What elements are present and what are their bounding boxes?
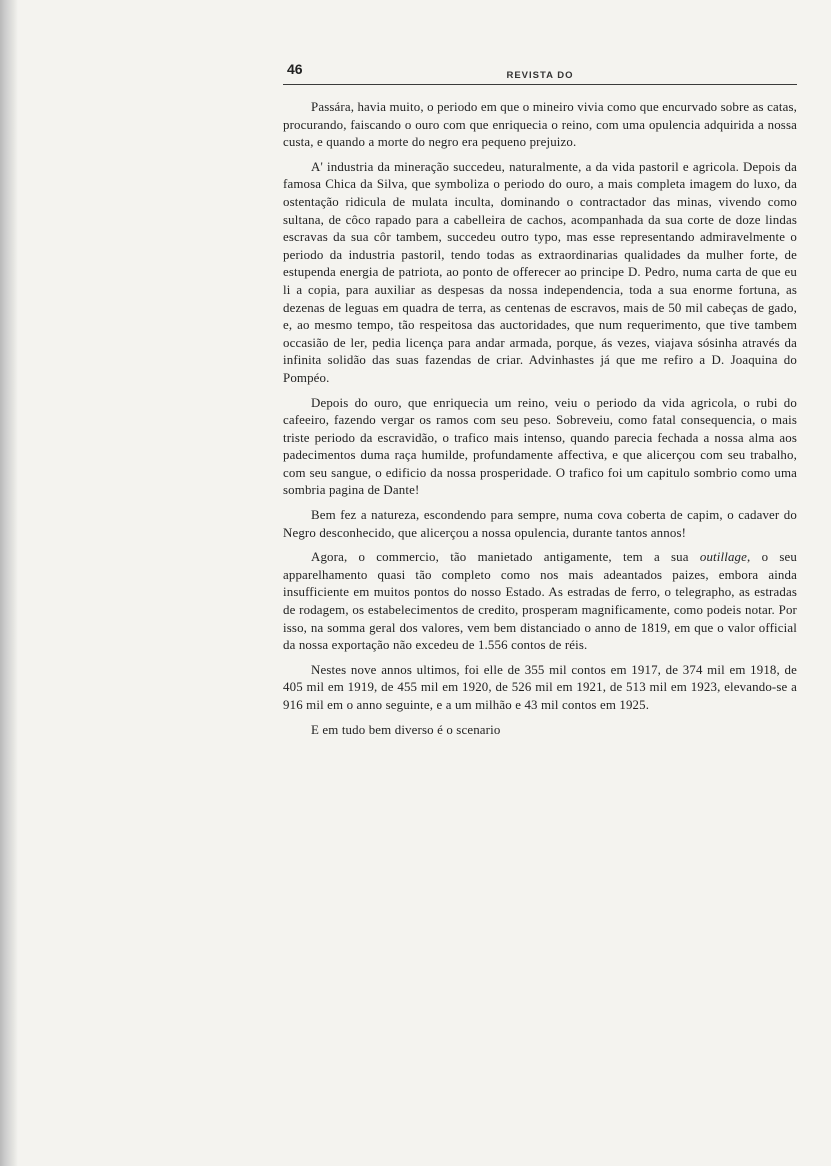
paragraph-5-text-end: , o seu apparelhamento quasi tão completo como nos mais adeantados paizes, embora ainda insufficiente em muitos pontos do nosso Estado. As estradas de ferro, o telegrapho, as estradas de rodagem, os estabelecimentos de credito, prosperam magnificamente, como podeis notar. Por isso, na somma geral dos valores, vem bem distanciado o anno de 1819, em que o valor official da nossa exportação não excedeu de 1.556 contos de réis. — [283, 550, 798, 653]
running-head: REVISTA DO — [506, 70, 574, 81]
paragraph-1 — [283, 99, 797, 152]
paragraph-5-italic-term: outillage — [699, 550, 748, 565]
paragraph-5 — [283, 549, 797, 655]
paragraph-3-text: Depois do ouro, que enriquecia um reino, veiu o periodo da vida agricola, o rubi do cafeeiro, fazendo vergar os ramos com seu peso. Sobreveiu, como fatal consequencia, o mais triste periodo da escravidão, o trafico mais intenso, quando parecia fechada a nossa alma aos padecimentos duma raça humilde, profundamente affectiva, e que alicerçou com seu trabalho, com seu sangue, o edificio da nossa prosperidade. O trafico foi um capitulo sombrio como uma sombria pagina de Dante! — [283, 395, 797, 498]
paragraph-7-text: E em tudo bem diverso é o scenario — [311, 722, 501, 737]
page-number: 46 — [287, 61, 303, 77]
paragraph-5-text-start: Agora, o commercio, tão manietado antigamente, tem a sua — [311, 550, 700, 565]
paragraph-3 — [283, 395, 797, 501]
page-header — [283, 58, 797, 85]
paragraph-2 — [283, 159, 797, 388]
paragraph-2-text: A' industria da mineração succedeu, naturalmente, a da vida pastoril e agricola. Depois da famosa Chica da Silva, que symboliza o periodo do ouro, a mais completa imagem do luxo, da ostentação ridicula de mulata inculta, dominando o contractador das minas, vivendo como sultana, de côco rapado para a cabelleira de cachos, acompanhada da sua corte de doze lindas escravas da sua côr tambem, succedeu outro typo, mas esse representando admiravelmente o periodo da industria pastoril, tendo todas as extraordinarias qualidades da mulher forte, de estupenda energia de patriota, ao ponto de offerecer ao principe D. Pedro, numa carta de que eu li a copia, para auxiliar as despesas da nossa independencia, toda a sua enorme fortuna, as dezenas de leguas em quadra de terra, as centenas de escravos, mais de 50 mil cabeças de gado, e, ao mesmo tempo, tão respeitosa das auctoridades, que num requerimento, que tive tambem occasião de ler, pedia licença para andar armada, porque, ás vezes, viajava sósinha através da infinita solidão das suas fazendas de criar. Advinhastes já que me refiro a D. Joaquina do Pompéo. — [283, 159, 797, 385]
paragraph-1-text: Passára, havia muito, o periodo em que o mineiro vivia como que encurvado sobre as catas, procurando, faiscando o ouro com que enriquecia o reino, com uma opulencia adquirida a nossa custa, e quando a morte do negro era pequeno prejuizo. — [283, 100, 797, 150]
paragraph-4-text: Bem fez a natureza, escondendo para sempre, numa cova coberta de capim, o cadaver do Negro desconhecido, que alicerçou a nossa opulencia, durante tantos annos! — [283, 508, 797, 540]
body-text — [283, 99, 797, 739]
paragraph-7 — [283, 722, 797, 740]
paragraph-4 — [283, 507, 797, 542]
document-page — [283, 58, 797, 746]
scan-edge-shadow — [0, 0, 18, 1166]
paragraph-6-text: Nestes nove annos ultimos, foi elle de 355 mil contos em 1917, de 374 mil em 1918, de 405 mil em 1919, de 455 mil em 1920, de 526 mil em 1921, de 513 mil em 1923, elevando-se a 916 mil em o anno seguinte, e a um milhão e 43 mil contos em 1925. — [283, 662, 797, 712]
paragraph-6 — [283, 662, 797, 715]
